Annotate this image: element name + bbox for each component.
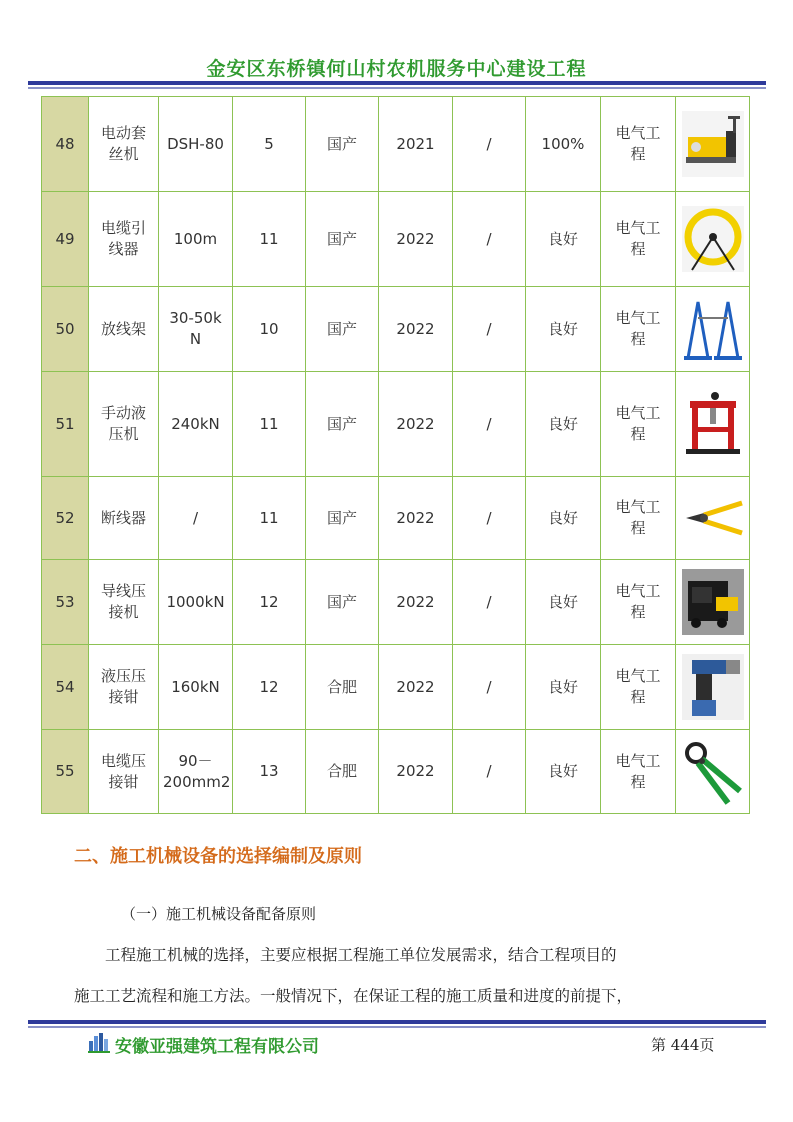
equipment-status: 100%: [526, 97, 601, 192]
equipment-name-line: 丝机: [108, 145, 139, 163]
table-row: [42, 560, 750, 645]
equipment-name: [89, 730, 159, 814]
equipment-spec: [159, 645, 233, 730]
hydraulic-press-photo: [682, 391, 744, 457]
equipment-spec-line: DSH-80: [167, 134, 224, 153]
header-rule-thick: [28, 81, 766, 85]
equipment-use-line: 程: [630, 603, 646, 621]
equipment-spec: [159, 477, 233, 560]
equipment-name-line: 电动套: [100, 124, 146, 142]
building-logo-icon: [88, 1033, 110, 1053]
footer-rule-thick: [28, 1020, 766, 1024]
equipment-photo: [676, 560, 750, 645]
equipment-use: [601, 97, 676, 192]
footer-company: 安徽亚强建筑工程有限公司: [115, 1037, 319, 1057]
row-number: 53: [42, 560, 89, 645]
equipment-use: [601, 645, 676, 730]
equipment-power: /: [453, 192, 526, 287]
equipment-use-line: 电气工: [615, 219, 661, 237]
equipment-use: [601, 192, 676, 287]
table-row: [42, 192, 750, 287]
equipment-spec-line: 90－: [178, 751, 213, 770]
row-number: 49: [42, 192, 89, 287]
equipment-name: [89, 477, 159, 560]
equipment-quantity: 11: [233, 372, 306, 477]
equipment-name-line: 接钳: [108, 772, 139, 791]
equipment-year: 2021: [379, 97, 453, 192]
table-row: [42, 645, 750, 730]
equipment-spec: [159, 97, 233, 192]
equipment-use-line: 电气工: [615, 751, 661, 770]
equipment-spec-line: 240kN: [171, 414, 220, 433]
row-number: 50: [42, 287, 89, 372]
equipment-spec-line: 100m: [173, 229, 218, 248]
equipment-spec: [159, 192, 233, 287]
equipment-quantity: 12: [233, 560, 306, 645]
crimping-machine-photo: [682, 569, 744, 635]
equipment-use-line: 程: [630, 519, 646, 537]
equipment-photo: [676, 192, 750, 287]
equipment-use-line: 程: [630, 330, 646, 348]
header-rule-thin: [28, 87, 766, 89]
equipment-spec-line: 160kN: [171, 677, 220, 696]
equipment-origin: 国产: [306, 477, 379, 560]
subsection-heading: （一）施工机械设备配备原则: [121, 905, 317, 923]
equipment-use-line: 电气工: [615, 404, 661, 422]
equipment-year: 2022: [379, 192, 453, 287]
pipe-threading-machine-photo: [682, 111, 744, 177]
equipment-power: /: [453, 97, 526, 192]
equipment-name-line: 液压压: [100, 667, 146, 685]
equipment-quantity: 12: [233, 645, 306, 730]
equipment-name: [89, 287, 159, 372]
equipment-power: /: [453, 560, 526, 645]
equipment-name-line: 断线器: [100, 508, 146, 527]
paragraph-line-2: 施工工艺流程和施工方法。一般情况下，在保证工程的施工质量和进度的前提下，: [74, 987, 633, 1005]
row-number: 48: [42, 97, 89, 192]
row-number: 52: [42, 477, 89, 560]
equipment-use: [601, 287, 676, 372]
equipment-use-line: 程: [630, 425, 646, 443]
equipment-spec: [159, 560, 233, 645]
hydraulic-crimper-photo: [682, 654, 744, 720]
equipment-power: /: [453, 287, 526, 372]
equipment-name-line: 放线架: [100, 319, 146, 338]
table-row: [42, 477, 750, 560]
equipment-status: 良好: [526, 477, 601, 560]
wire-cutter-photo: [682, 485, 744, 551]
equipment-name: [89, 97, 159, 192]
equipment-year: 2022: [379, 287, 453, 372]
table-row: [42, 372, 750, 477]
table-row: [42, 97, 750, 192]
equipment-status: 良好: [526, 287, 601, 372]
equipment-spec-line: N: [189, 330, 202, 348]
equipment-spec-line: 30-50k: [169, 309, 222, 327]
equipment-quantity: 11: [233, 477, 306, 560]
equipment-year: 2022: [379, 730, 453, 814]
equipment-power: /: [453, 730, 526, 814]
equipment-spec: [159, 287, 233, 372]
equipment-status: 良好: [526, 645, 601, 730]
equipment-origin: 国产: [306, 192, 379, 287]
equipment-origin: 国产: [306, 560, 379, 645]
equipment-year: 2022: [379, 372, 453, 477]
equipment-table: [41, 96, 750, 814]
equipment-photo: [676, 287, 750, 372]
row-number: 51: [42, 372, 89, 477]
equipment-status: 良好: [526, 192, 601, 287]
equipment-status: 良好: [526, 730, 601, 814]
equipment-origin: 国产: [306, 287, 379, 372]
equipment-use-line: 程: [630, 688, 646, 706]
cable-stand-photo: [682, 296, 744, 362]
equipment-quantity: 13: [233, 730, 306, 814]
paragraph-line-1: 工程施工机械的选择，主要应根据工程施工单位发展需求，结合工程项目的: [74, 946, 617, 964]
equipment-year: 2022: [379, 477, 453, 560]
equipment-use-line: 电气工: [615, 498, 661, 516]
equipment-origin: 国产: [306, 97, 379, 192]
equipment-use-line: 程: [630, 145, 646, 163]
equipment-name-line: 手动液: [100, 404, 146, 422]
equipment-spec: [159, 372, 233, 477]
equipment-spec-line: 1000kN: [166, 592, 225, 611]
equipment-status: 良好: [526, 372, 601, 477]
equipment-use: [601, 477, 676, 560]
equipment-name-line: 电缆压: [100, 751, 146, 770]
equipment-quantity: 10: [233, 287, 306, 372]
equipment-name-line: 接机: [108, 603, 139, 621]
equipment-spec-line: /: [192, 508, 199, 527]
equipment-quantity: 11: [233, 192, 306, 287]
cable-crimper-photo: [682, 739, 744, 805]
equipment-power: /: [453, 372, 526, 477]
equipment-photo: [676, 97, 750, 192]
equipment-photo: [676, 645, 750, 730]
table-row: [42, 730, 750, 814]
equipment-photo: [676, 477, 750, 560]
equipment-year: 2022: [379, 645, 453, 730]
equipment-photo: [676, 372, 750, 477]
cable-reel-photo: [682, 206, 744, 272]
equipment-use-line: 电气工: [615, 124, 661, 142]
equipment-use-line: 程: [630, 240, 646, 258]
row-number: 54: [42, 645, 89, 730]
section-heading: 二、施工机械设备的选择编制及原则: [74, 846, 362, 867]
row-number: 55: [42, 730, 89, 814]
equipment-status: 良好: [526, 560, 601, 645]
footer-rule-thin: [28, 1026, 766, 1028]
equipment-origin: 合肥: [306, 645, 379, 730]
equipment-name-line: 接钳: [108, 688, 139, 706]
equipment-origin: 国产: [306, 372, 379, 477]
equipment-origin: 合肥: [306, 730, 379, 814]
equipment-use-line: 电气工: [615, 667, 661, 685]
equipment-use-line: 电气工: [615, 582, 661, 600]
equipment-use: [601, 372, 676, 477]
table-row: [42, 287, 750, 372]
equipment-name-line: 线器: [108, 240, 139, 258]
equipment-spec: [159, 730, 233, 814]
equipment-photo: [676, 730, 750, 814]
equipment-year: 2022: [379, 560, 453, 645]
equipment-use-line: 电气工: [615, 309, 661, 327]
equipment-name-line: 导线压: [100, 582, 146, 600]
equipment-name: [89, 645, 159, 730]
equipment-use-line: 程: [630, 772, 646, 791]
equipment-use: [601, 560, 676, 645]
equipment-use: [601, 730, 676, 814]
equipment-power: /: [453, 477, 526, 560]
footer-page-number: 第 444页: [651, 1036, 715, 1054]
equipment-spec-line: 200mm2: [163, 772, 231, 791]
equipment-name: [89, 372, 159, 477]
equipment-quantity: 5: [233, 97, 306, 192]
equipment-name: [89, 192, 159, 287]
equipment-name: [89, 560, 159, 645]
equipment-power: /: [453, 645, 526, 730]
page-header-title: 金安区东桥镇何山村农机服务中心建设工程: [206, 58, 587, 80]
equipment-name-line: 电缆引: [100, 219, 146, 237]
equipment-name-line: 压机: [108, 425, 139, 443]
